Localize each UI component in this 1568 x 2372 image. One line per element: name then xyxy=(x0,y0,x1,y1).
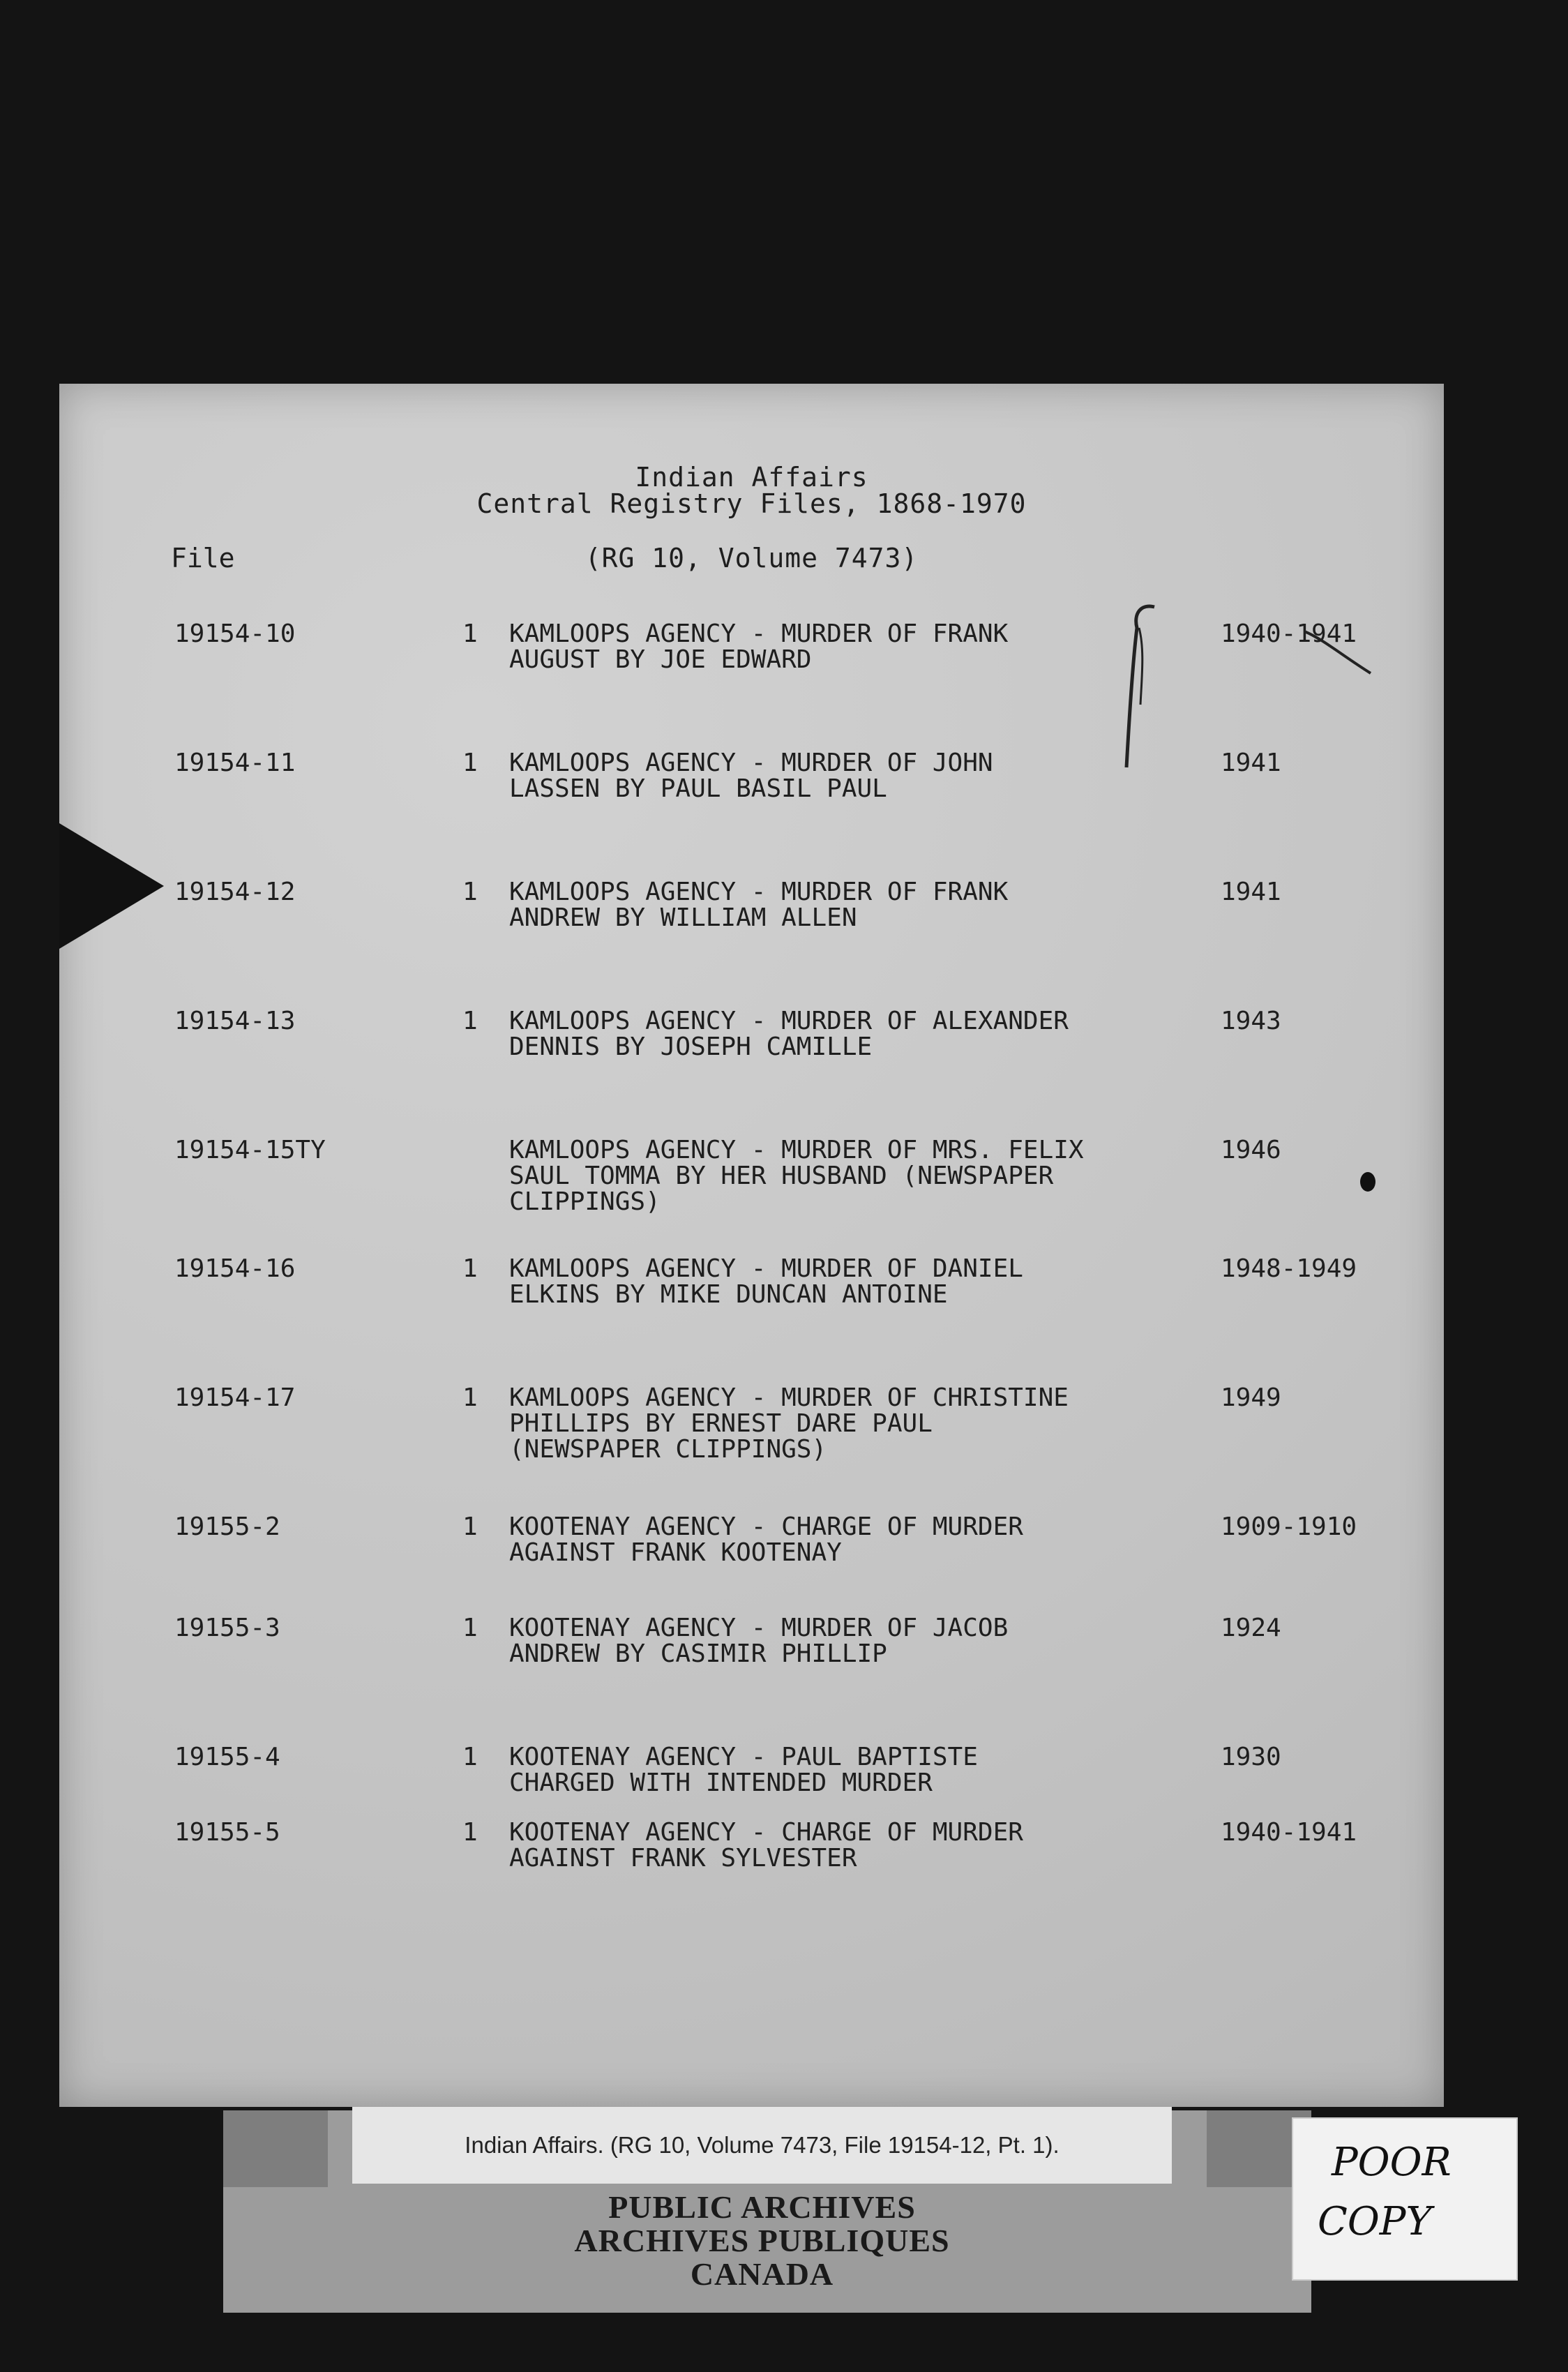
description-line: KAMLOOPS AGENCY - MURDER OF DANIEL xyxy=(509,1254,1023,1283)
file-description xyxy=(509,1137,1172,1215)
box-number: 1 xyxy=(462,1254,478,1283)
citation-label: Indian Affairs. (RG 10, Volume 7473, File 19154-12, Pt. 1). xyxy=(352,2107,1172,2184)
description-line: AGAINST FRANK SYLVESTER xyxy=(509,1844,857,1872)
file-description xyxy=(509,750,1172,802)
date-range: 1940-1941 xyxy=(1221,1818,1357,1847)
date-range: 1949 xyxy=(1221,1383,1281,1412)
box-number: 1 xyxy=(462,1007,478,1035)
date-range: 1924 xyxy=(1221,1614,1281,1642)
poor-copy-line2: COPY xyxy=(1318,2199,1432,2244)
description-line: SAUL TOMMA BY HER HUSBAND (NEWSPAPER xyxy=(509,1162,1054,1190)
description-line: DENNIS BY JOSEPH CAMILLE xyxy=(509,1033,873,1061)
box-number: 1 xyxy=(462,1383,478,1412)
description-line: AUGUST BY JOE EDWARD xyxy=(509,645,812,674)
file-number: 19154-17 xyxy=(174,1383,296,1412)
file-number: 19155-2 xyxy=(174,1512,280,1541)
box-number: 1 xyxy=(462,1818,478,1847)
file-number: 19154-11 xyxy=(174,749,296,777)
date-range: 1941 xyxy=(1221,749,1281,777)
handwritten-bracket-mark xyxy=(1085,600,1168,781)
description-line: AGAINST FRANK KOOTENAY xyxy=(509,1538,842,1567)
description-line: ELKINS BY MIKE DUNCAN ANTOINE xyxy=(509,1280,948,1309)
file-description xyxy=(509,1514,1172,1566)
description-line: KOOTENAY AGENCY - CHARGE OF MURDER xyxy=(509,1818,1023,1847)
description-line: KAMLOOPS AGENCY - MURDER OF MRS. FELIX xyxy=(509,1136,1084,1164)
description-line: KAMLOOPS AGENCY - MURDER OF FRANK xyxy=(509,878,1009,906)
file-number: 19155-5 xyxy=(174,1818,280,1847)
document-page xyxy=(59,384,1444,2107)
box-number: 1 xyxy=(462,1614,478,1642)
description-line: KAMLOOPS AGENCY - MURDER OF ALEXANDER xyxy=(509,1007,1069,1035)
file-number: 19155-3 xyxy=(174,1614,280,1642)
file-description xyxy=(509,1385,1172,1462)
archives-stamp xyxy=(352,2191,1172,2291)
box-number: 1 xyxy=(462,1743,478,1771)
file-number: 19154-13 xyxy=(174,1007,296,1035)
file-description xyxy=(509,621,1172,673)
description-line: CLIPPINGS) xyxy=(509,1187,661,1216)
description-line: CHARGED WITH INTENDED MURDER xyxy=(509,1769,933,1797)
box-number: 1 xyxy=(462,749,478,777)
description-line: KOOTENAY AGENCY - CHARGE OF MURDER xyxy=(509,1512,1023,1541)
file-column-label: File xyxy=(171,543,235,573)
box-number: 1 xyxy=(462,1512,478,1541)
date-range: 1941 xyxy=(1221,878,1281,906)
description-line: PHILLIPS BY ERNEST DARE PAUL xyxy=(509,1409,933,1438)
description-line: (NEWSPAPER CLIPPINGS) xyxy=(509,1435,827,1464)
box-number: 1 xyxy=(462,878,478,906)
description-line: KOOTENAY AGENCY - PAUL BAPTISTE xyxy=(509,1743,978,1771)
archives-country: CANADA xyxy=(690,2256,834,2292)
description-line: KOOTENAY AGENCY - MURDER OF JACOB xyxy=(509,1614,1009,1642)
date-range: 1940-1941 xyxy=(1221,620,1357,648)
pointer-arrow-tail xyxy=(59,863,73,909)
header-volume: (RG 10, Volume 7473) xyxy=(585,543,919,573)
date-range: 1930 xyxy=(1221,1743,1281,1771)
file-number: 19154-10 xyxy=(174,620,296,648)
handwritten-tick-mark xyxy=(1301,624,1378,680)
file-description xyxy=(509,1615,1172,1667)
file-number: 19155-4 xyxy=(174,1743,280,1771)
label-notch-left xyxy=(223,2110,328,2187)
date-range: 1948-1949 xyxy=(1221,1254,1357,1283)
poor-copy-line1: POOR xyxy=(1332,2140,1452,2185)
description-line: KAMLOOPS AGENCY - MURDER OF CHRISTINE xyxy=(509,1383,1069,1412)
file-number: 19154-15TY xyxy=(174,1136,326,1164)
file-description xyxy=(509,1008,1172,1060)
archives-name-en: PUBLIC ARCHIVES xyxy=(608,2189,916,2225)
box-number: 1 xyxy=(462,620,478,648)
header-title: Indian Affairs xyxy=(635,462,868,493)
description-line: ANDREW BY CASIMIR PHILLIP xyxy=(509,1639,887,1668)
file-description xyxy=(509,1256,1172,1307)
description-line: KAMLOOPS AGENCY - MURDER OF JOHN xyxy=(509,749,993,777)
ink-blot xyxy=(1360,1172,1375,1192)
date-range: 1943 xyxy=(1221,1007,1281,1035)
header-subtitle: Central Registry Files, 1868-1970 xyxy=(476,488,1027,519)
description-line: LASSEN BY PAUL BASIL PAUL xyxy=(509,774,887,803)
file-description xyxy=(509,1744,1172,1796)
file-number: 19154-16 xyxy=(174,1254,296,1283)
pointer-arrow-icon xyxy=(59,823,164,949)
file-number: 19154-12 xyxy=(174,878,296,906)
file-description xyxy=(509,1819,1172,1871)
date-range: 1946 xyxy=(1221,1136,1281,1164)
description-line: KAMLOOPS AGENCY - MURDER OF FRANK xyxy=(509,620,1009,648)
file-description xyxy=(509,879,1172,931)
description-line: ANDREW BY WILLIAM ALLEN xyxy=(509,903,857,932)
date-range: 1909-1910 xyxy=(1221,1512,1357,1541)
archives-name-fr: ARCHIVES PUBLIQUES xyxy=(574,2223,950,2258)
poor-copy-note xyxy=(1292,2117,1518,2281)
